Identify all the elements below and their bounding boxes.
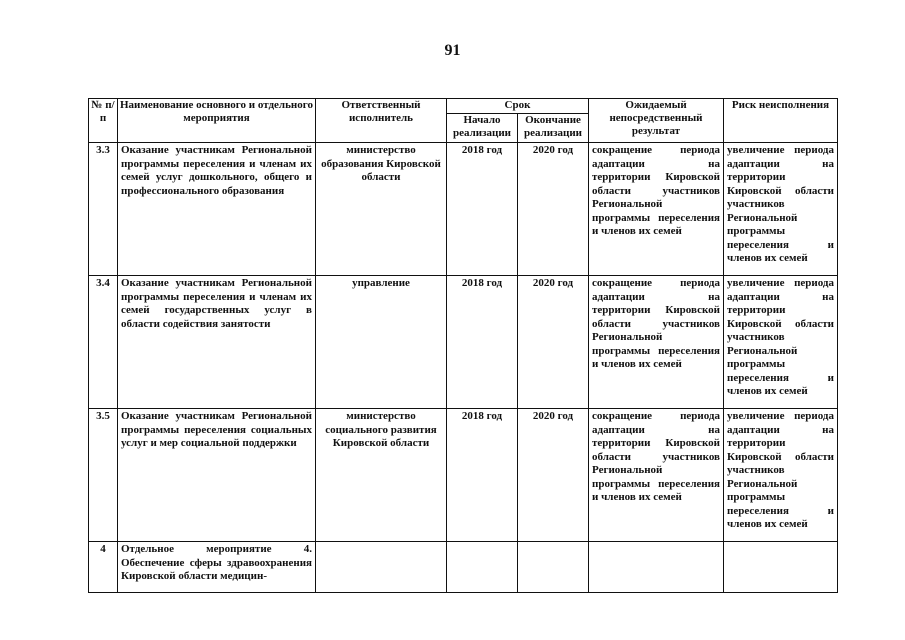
header-start: Начало реализации bbox=[447, 114, 518, 143]
header-end: Окончание реализации bbox=[518, 114, 589, 143]
header-num: № п/п bbox=[89, 99, 118, 143]
cell-name: Отдельное мероприятие 4. Обеспечение сферы здравоохранения Кировской области медицин- bbox=[118, 542, 316, 593]
cell-start: 2018 год bbox=[447, 409, 518, 542]
cell-start: 2018 год bbox=[447, 143, 518, 276]
cell-executor: министерство образования Кировской области bbox=[316, 143, 447, 276]
cell-name: Оказание участникам Региональной программы переселения социальных услуг и мер социальной поддержки bbox=[118, 409, 316, 542]
cell-name: Оказание участникам Региональной программы переселения и членам их семей услуг дошкольного, общего и профессионального образования bbox=[118, 143, 316, 276]
cell-num: 3.3 bbox=[89, 143, 118, 276]
cell-num: 3.4 bbox=[89, 276, 118, 409]
cell-end bbox=[518, 542, 589, 593]
page-number: 91 bbox=[444, 42, 461, 59]
cell-risk bbox=[724, 542, 838, 593]
cell-end: 2020 год bbox=[518, 409, 589, 542]
cell-end: 2020 год bbox=[518, 143, 589, 276]
activities-table bbox=[88, 98, 838, 593]
cell-num: 3.5 bbox=[89, 409, 118, 542]
cell-executor: управление bbox=[316, 276, 447, 409]
cell-end: 2020 год bbox=[518, 276, 589, 409]
header-executor: Ответственный исполнитель bbox=[316, 99, 447, 143]
cell-result: сокращение периода адаптации на территории Кировской области участников Региональной программы переселения и членов их семей bbox=[589, 409, 724, 542]
cell-num: 4 bbox=[89, 542, 118, 593]
header-name: Наименование основного и отдельного мероприятия bbox=[118, 99, 316, 143]
header-term: Срок bbox=[447, 99, 589, 114]
cell-result: сокращение периода адаптации на территории Кировской области участников Региональной программы переселения и членов их семей bbox=[589, 143, 724, 276]
table-row bbox=[89, 143, 838, 276]
cell-name: Оказание участникам Региональной программы переселения и членам их семей государственных услуг в области содействия занятости bbox=[118, 276, 316, 409]
cell-risk: увеличение периода адаптации на территории Кировской области участников Региональной программы переселения и членов их семей bbox=[724, 276, 838, 409]
table-row bbox=[89, 409, 838, 542]
cell-executor: министерство социального развития Кировской области bbox=[316, 409, 447, 542]
cell-risk: увеличение периода адаптации на территории Кировской области участников Региональной программы переселения и членов их семей bbox=[724, 143, 838, 276]
cell-result: сокращение периода адаптации на территории Кировской области участников Региональной программы переселения и членов их семей bbox=[589, 276, 724, 409]
cell-executor bbox=[316, 542, 447, 593]
table-row bbox=[89, 276, 838, 409]
cell-start: 2018 год bbox=[447, 276, 518, 409]
header-risk: Риск неисполнения bbox=[724, 99, 838, 143]
header-result: Ожидаемый непосредственный результат bbox=[589, 99, 724, 143]
cell-start bbox=[447, 542, 518, 593]
table-row bbox=[89, 542, 838, 593]
cell-risk: увеличение периода адаптации на территории Кировской области участников Региональной программы переселения и членов их семей bbox=[724, 409, 838, 542]
cell-result bbox=[589, 542, 724, 593]
